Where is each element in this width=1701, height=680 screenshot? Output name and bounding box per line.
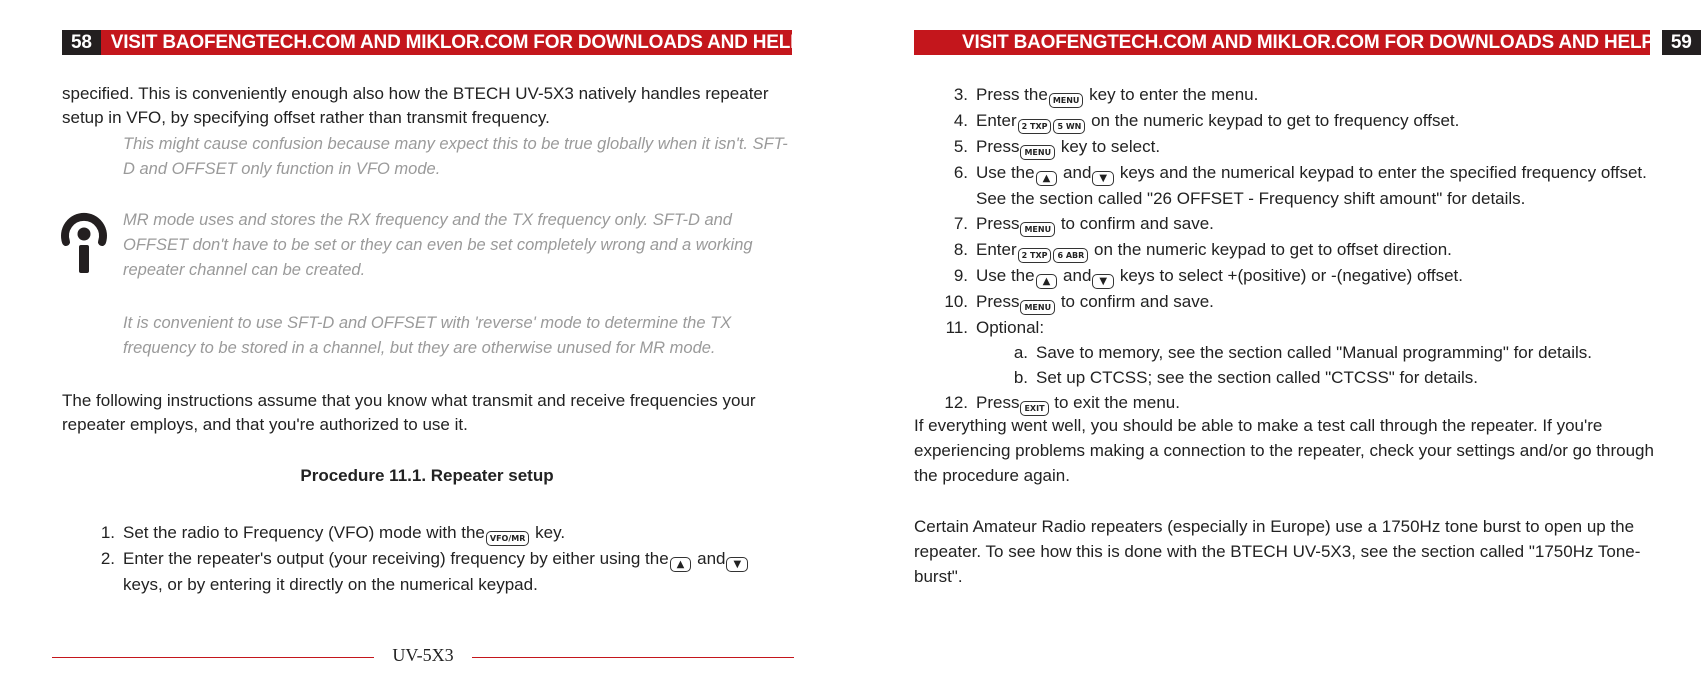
footer-line-right [472, 657, 794, 658]
note-mr-mode: MR mode uses and stores the RX frequency and the TX frequency only. SFT-D and OFFSET don't have to be set or they can even be set completely wrong and a working repeater channel can be created. [123, 211, 753, 279]
down-arrow-key-icon: ▼ [1092, 171, 1114, 186]
step-1: 1. Set the radio to Frequency (VFO) mode with the VFO/MR key. [123, 520, 793, 546]
key-2-icon: 2 TXP [1018, 248, 1052, 263]
step-7: 7. Press MENU to confirm and save. [976, 211, 1676, 237]
down-arrow-key-icon: ▼ [726, 557, 748, 572]
up-arrow-key-icon: ▲ [1036, 171, 1058, 186]
up-arrow-key-icon: ▲ [670, 557, 692, 572]
step-2: 2. Enter the repeater's output (your receiving) frequency by either using the ▲ and ▼ keys, or by entering it directly on the numerical keypad. [123, 546, 793, 597]
down-arrow-key-icon: ▼ [1092, 274, 1114, 289]
menu-key-icon: MENU [1020, 222, 1055, 237]
info-icon [58, 208, 110, 276]
vfo-mr-key-icon: VFO/MR [486, 531, 530, 546]
footer-line-left [52, 657, 374, 658]
step-11: 11. Optional: [945, 318, 1045, 337]
up-arrow-key-icon: ▲ [1036, 274, 1058, 289]
instructions-paragraph: The following instructions assume that you know what transmit and receive frequencies your repeater employs, and that you're authorized to use it. [62, 391, 756, 434]
key-5-icon: 5 WN [1053, 119, 1085, 134]
left-page-number: 58 [62, 30, 101, 55]
success-paragraph: If everything went well, you should be able to make a test call through the repeater. If you're experiencing problems making a connection to the repeater, check your settings and/or go through the procedure again. [914, 416, 1654, 485]
right-page-number: 59 [1662, 30, 1701, 55]
step-10: 10. Press MENU to confirm and save. [976, 289, 1676, 315]
step-9: 9. Use the ▲ and ▼ keys to select +(positive) or -(negative) offset. [953, 266, 1463, 287]
substep-b: b. Set up CTCSS; see the section called "CTCSS" for details. [1013, 368, 1478, 387]
step-12: 12. Press EXIT to exit the menu. [976, 390, 1676, 416]
left-header-title: VISIT BAOFENGTECH.COM AND MIKLOR.COM FOR DOWNLOADS AND HELP [110, 32, 803, 53]
toneburst-paragraph: Certain Amateur Radio repeaters (especially in Europe) use a 1750Hz tone burst to open up the repeater. To see how this is done with the BTECH UV-5X3, see the section called "1750Hz Tone-burst". [914, 517, 1641, 586]
key-6-icon: 6 ABR [1053, 248, 1088, 263]
step-6: 6. Use the ▲ and ▼ keys and the numerical keypad to enter the specified frequency offset. See the section called "26 OFFSET - Frequency shift amount" for details. [953, 163, 1647, 208]
note-reverse-mode: It is convenient to use SFT-D and OFFSET with 'reverse' mode to determine the TX frequency to be stored in a channel, but they are otherwise unused for MR mode. [123, 314, 732, 357]
step-3: 3. Press the MENU key to enter the menu. [976, 82, 1676, 108]
left-steps-list [100, 520, 793, 597]
right-steps-list [944, 82, 1676, 416]
step-5: 5. Press MENU key to select. [976, 134, 1676, 160]
exit-key-icon: EXIT [1020, 401, 1048, 416]
footer-model: UV-5X3 [392, 645, 454, 665]
left-header-bar [62, 30, 803, 55]
left-page [0, 0, 850, 680]
right-header-title: VISIT BAOFENGTECH.COM AND MIKLOR.COM FOR DOWNLOADS AND HELP [962, 32, 1654, 53]
menu-key-icon: MENU [1020, 145, 1055, 160]
step-8: 8. Enter 2 TXP 6 ABR on the numeric keypad to get to offset direction. [976, 237, 1676, 263]
substep-a: a. Save to memory, see the section called "Manual programming" for details. [1013, 343, 1593, 362]
key-2-icon: 2 TXP [1018, 119, 1052, 134]
note-vfo-only: This might cause confusion because many expect this to be true globally when it isn't. SFT-D and OFFSET only function in VFO mode. [123, 135, 788, 178]
menu-key-icon: MENU [1049, 93, 1084, 108]
intro-paragraph: specified. This is conveniently enough also how the BTECH UV-5X3 natively handles repeater setup in VFO, by specifying offset rather than transmit frequency. [62, 84, 769, 127]
step-4: 4. Enter 2 TXP 5 WN on the numeric keypad to get to frequency offset. [976, 108, 1676, 134]
procedure-title: Procedure 11.1. Repeater setup [300, 466, 554, 485]
right-page [850, 0, 1701, 680]
menu-key-icon: MENU [1020, 300, 1055, 315]
right-header-bar [914, 30, 1692, 55]
